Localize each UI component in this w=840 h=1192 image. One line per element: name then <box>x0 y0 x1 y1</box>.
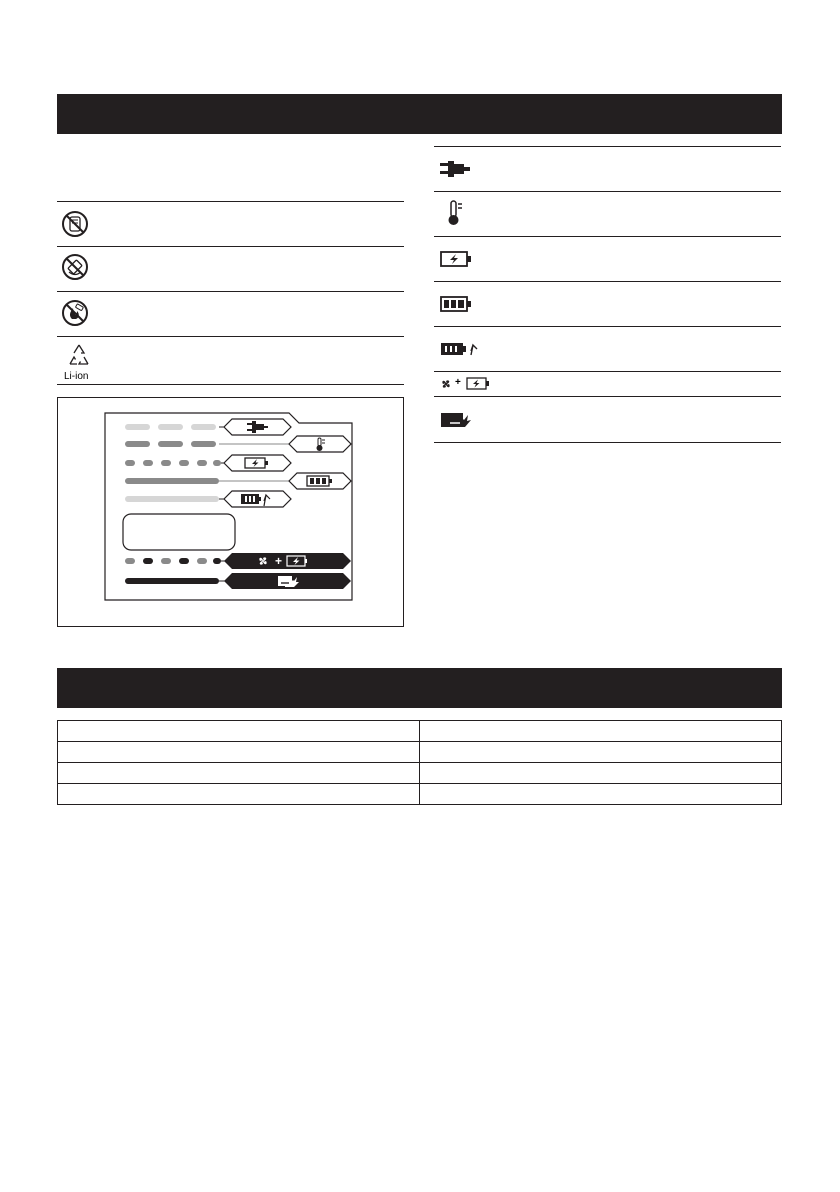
do-not-burn-icon <box>61 299 89 327</box>
li-ion-label: Li-ion <box>64 371 89 382</box>
thermometer-icon <box>446 199 464 227</box>
charging-battery-icon <box>466 377 490 390</box>
do-not-disassemble-icon <box>61 210 89 238</box>
spec-table <box>57 720 782 805</box>
indicator-row-power <box>125 419 291 435</box>
table-cell <box>420 763 782 784</box>
battery-fault-icon <box>440 411 474 429</box>
recycle-li-ion-icon <box>65 342 93 370</box>
table-row <box>58 742 782 763</box>
section-header-bar <box>57 94 782 134</box>
charger-panel-outline <box>57 397 404 627</box>
left-divider <box>57 291 404 292</box>
indicator-row-notification <box>125 491 291 507</box>
table-cell <box>58 763 420 784</box>
blank-indicator-box <box>123 514 235 550</box>
full-battery-icon <box>440 295 472 313</box>
indicator-row-fan-charging <box>125 553 351 569</box>
table-cell <box>420 742 782 763</box>
table-cell <box>420 784 782 805</box>
left-divider <box>57 384 404 385</box>
diagram-plus-sign: + <box>275 554 283 568</box>
indicator-row-charging <box>125 455 291 471</box>
table-cell <box>420 721 782 742</box>
battery-notification-icon <box>440 340 480 358</box>
section-header-bar <box>57 668 782 708</box>
table-cell <box>58 721 420 742</box>
table-cell <box>58 784 420 805</box>
table-row <box>58 763 782 784</box>
fan-icon <box>440 378 452 390</box>
table-row <box>58 784 782 805</box>
right-divider <box>434 236 781 237</box>
right-divider <box>434 396 781 397</box>
power-plug-icon <box>440 160 474 178</box>
table-cell <box>58 742 420 763</box>
plus-sign: + <box>455 377 461 388</box>
left-divider <box>57 336 404 337</box>
indicator-row-fault <box>125 573 351 589</box>
right-divider <box>434 191 781 192</box>
table-row <box>58 721 782 742</box>
right-divider <box>434 326 781 327</box>
right-divider <box>434 442 781 443</box>
do-not-short-circuit-icon <box>61 253 89 281</box>
right-divider <box>434 146 781 147</box>
left-divider <box>57 246 404 247</box>
right-divider <box>434 281 781 282</box>
charging-battery-icon <box>440 250 472 268</box>
indicator-row-charged <box>125 473 351 489</box>
right-divider <box>434 371 781 372</box>
indicator-row-temperature <box>125 436 351 452</box>
left-divider <box>57 201 404 202</box>
